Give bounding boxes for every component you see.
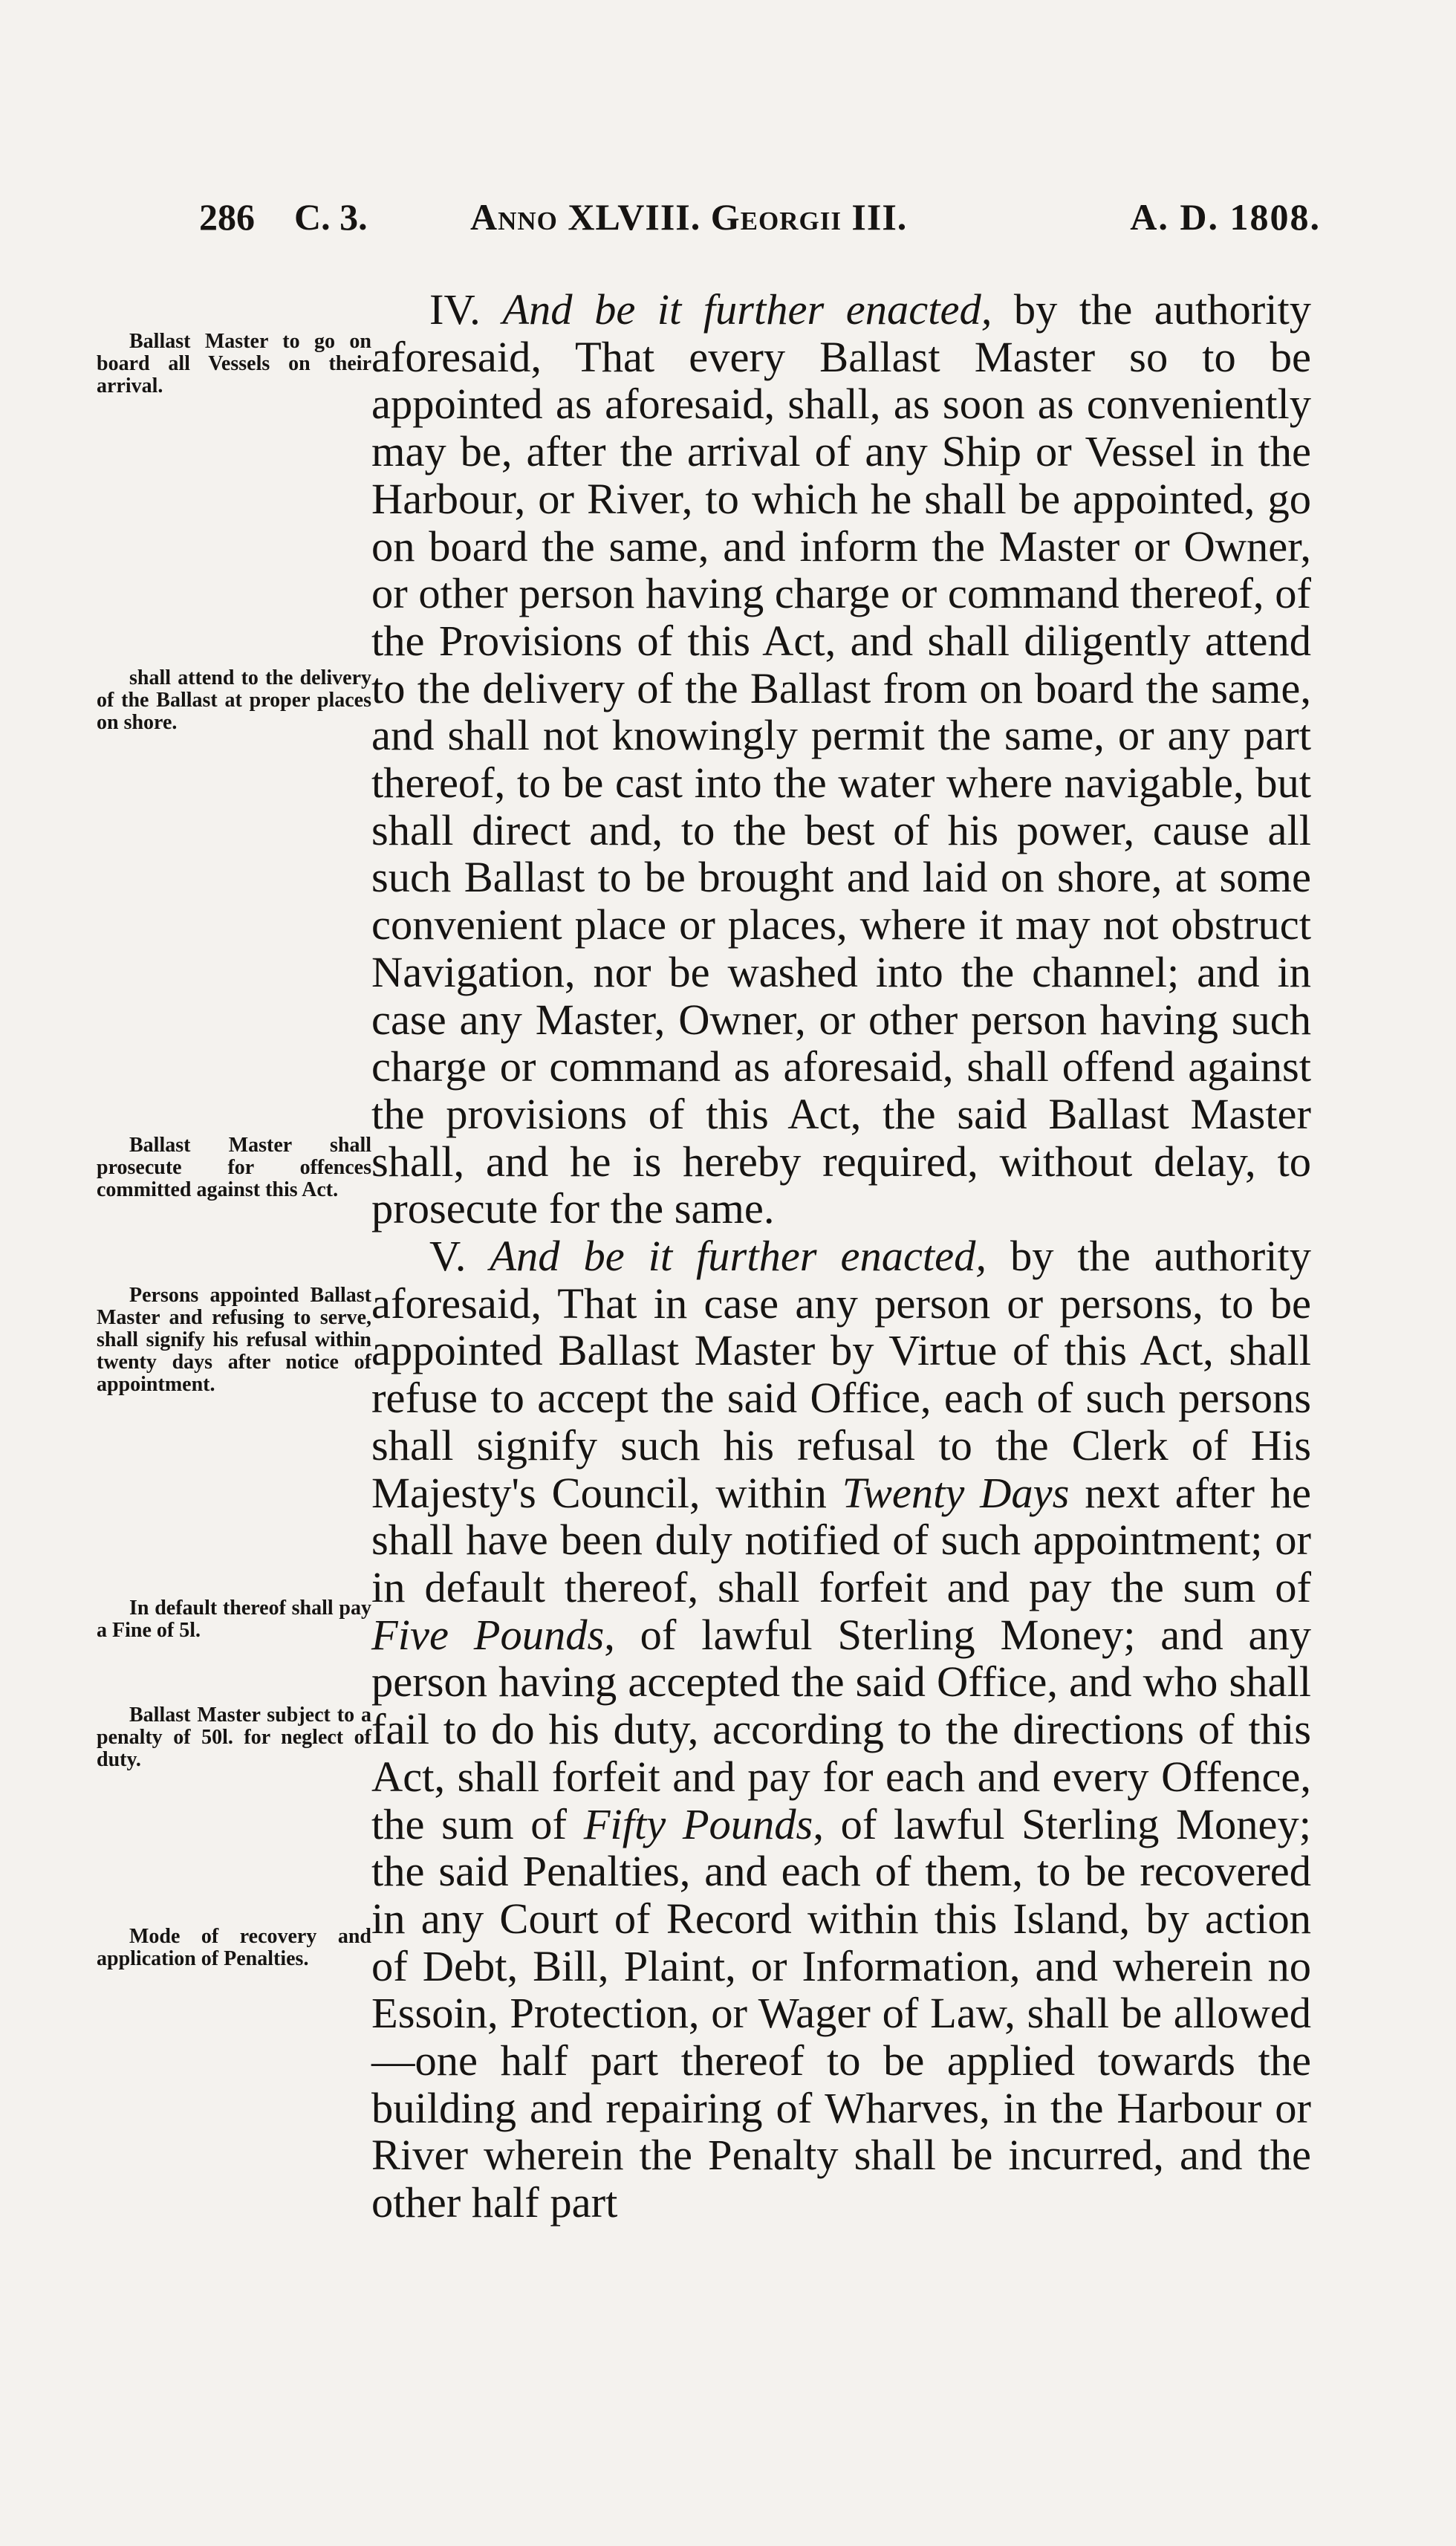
marginal-note: Ballast Master shall prosecute for offences committed against this Act. (97, 1134, 371, 1201)
marginal-note: In default thereof shall pay a Fine of 5l. (97, 1597, 371, 1642)
section-iv (371, 286, 1311, 1233)
enacting-clause: And be it further enacted, (490, 1232, 987, 1281)
marginal-note: shall attend to the delivery of the Ballast at proper places on shore. (97, 666, 371, 734)
section-text: by the authority aforesaid, That in case any person or persons, to be appointed Ballast Master by Virtue of this Act, shall refuse to accept the said Office, each of such persons shall signify such his refusal to the Clerk of His Majesty's Council, within (371, 1232, 1311, 1517)
section-number: IV. (429, 285, 481, 334)
calendar-year: A. D. 1808. (1130, 196, 1321, 238)
running-header (199, 195, 1321, 254)
section-text: , of lawful Sterling Money; and any person having accepted the said Office, and who shall fail to do his duty, according to the directions of this Act, shall forfeit and pay for each and every Offence, the sum of (371, 1610, 1312, 1848)
section-text: next after he shall have been duly notified of such appointment; or in default thereof, shall forfeit and pay the sum of (371, 1468, 1311, 1611)
main-text (371, 286, 1311, 2227)
italic-term: Five Pounds (371, 1610, 605, 1659)
section-text: by the authority aforesaid, That every Ballast Master so to be appointed as aforesaid, shall, as soon as conveniently may be, after the arrival of any Ship or Vessel in the Harbour, or River, to which he shall be appointed, go on board the same, and inform the Master or Owner, or other person having charge or command thereof, of the Provisions of this Act, and shall diligently attend to the delivery of the Ballast from on board the same, and shall not knowingly permit the same, or any part thereof, to be cast into the water where navigable, but shall direct and, to the best of his power, cause all such Ballast to be brought and laid on shore, at some convenient place or places, where it may not obstruct Navigation, nor be washed into the channel; and in case any Master, Owner, or other person having such charge or command as aforesaid, shall offend against the provisions of this Act, the said Ballast Master shall, and he is hereby required, without delay, to prosecute for the same. (371, 285, 1312, 1233)
marginal-note: Ballast Master to go on board all Vessels on their arrival. (97, 330, 371, 397)
regnal-year: Anno XLVIII. Georgii III. (470, 196, 908, 238)
section-text: , of lawful Sterling Money; the said Penalties, and each of them, to be recovered in any Court of Record within this Island, by action of Debt, Bill, Plaint, or Information, and wherein no Essoin, Protection, or Wager of Law, shall be allowed—one half part thereof to be applied towards the building and repairing of Wharves, in the Harbour or River wherein the Penalty shall be incurred, and the other half part (371, 1799, 1311, 2227)
marginal-note: Mode of recovery and application of Penalties. (97, 1925, 371, 1970)
page-number: 286 (199, 196, 255, 238)
section-v (371, 1233, 1311, 2227)
chapter-number: C. 3. (294, 196, 368, 238)
italic-term: Fifty Pounds (583, 1799, 813, 1848)
marginal-note: Persons appointed Ballast Master and refusing to serve, shall signify his refusal within twenty days after notice of appointment. (97, 1284, 371, 1396)
marginal-note: Ballast Master subject to a penalty of 50l. for neglect of duty. (97, 1704, 371, 1771)
italic-term: Twenty Days (842, 1468, 1070, 1517)
section-number: V. (429, 1232, 467, 1281)
enacting-clause: And be it further enacted, (502, 285, 992, 334)
